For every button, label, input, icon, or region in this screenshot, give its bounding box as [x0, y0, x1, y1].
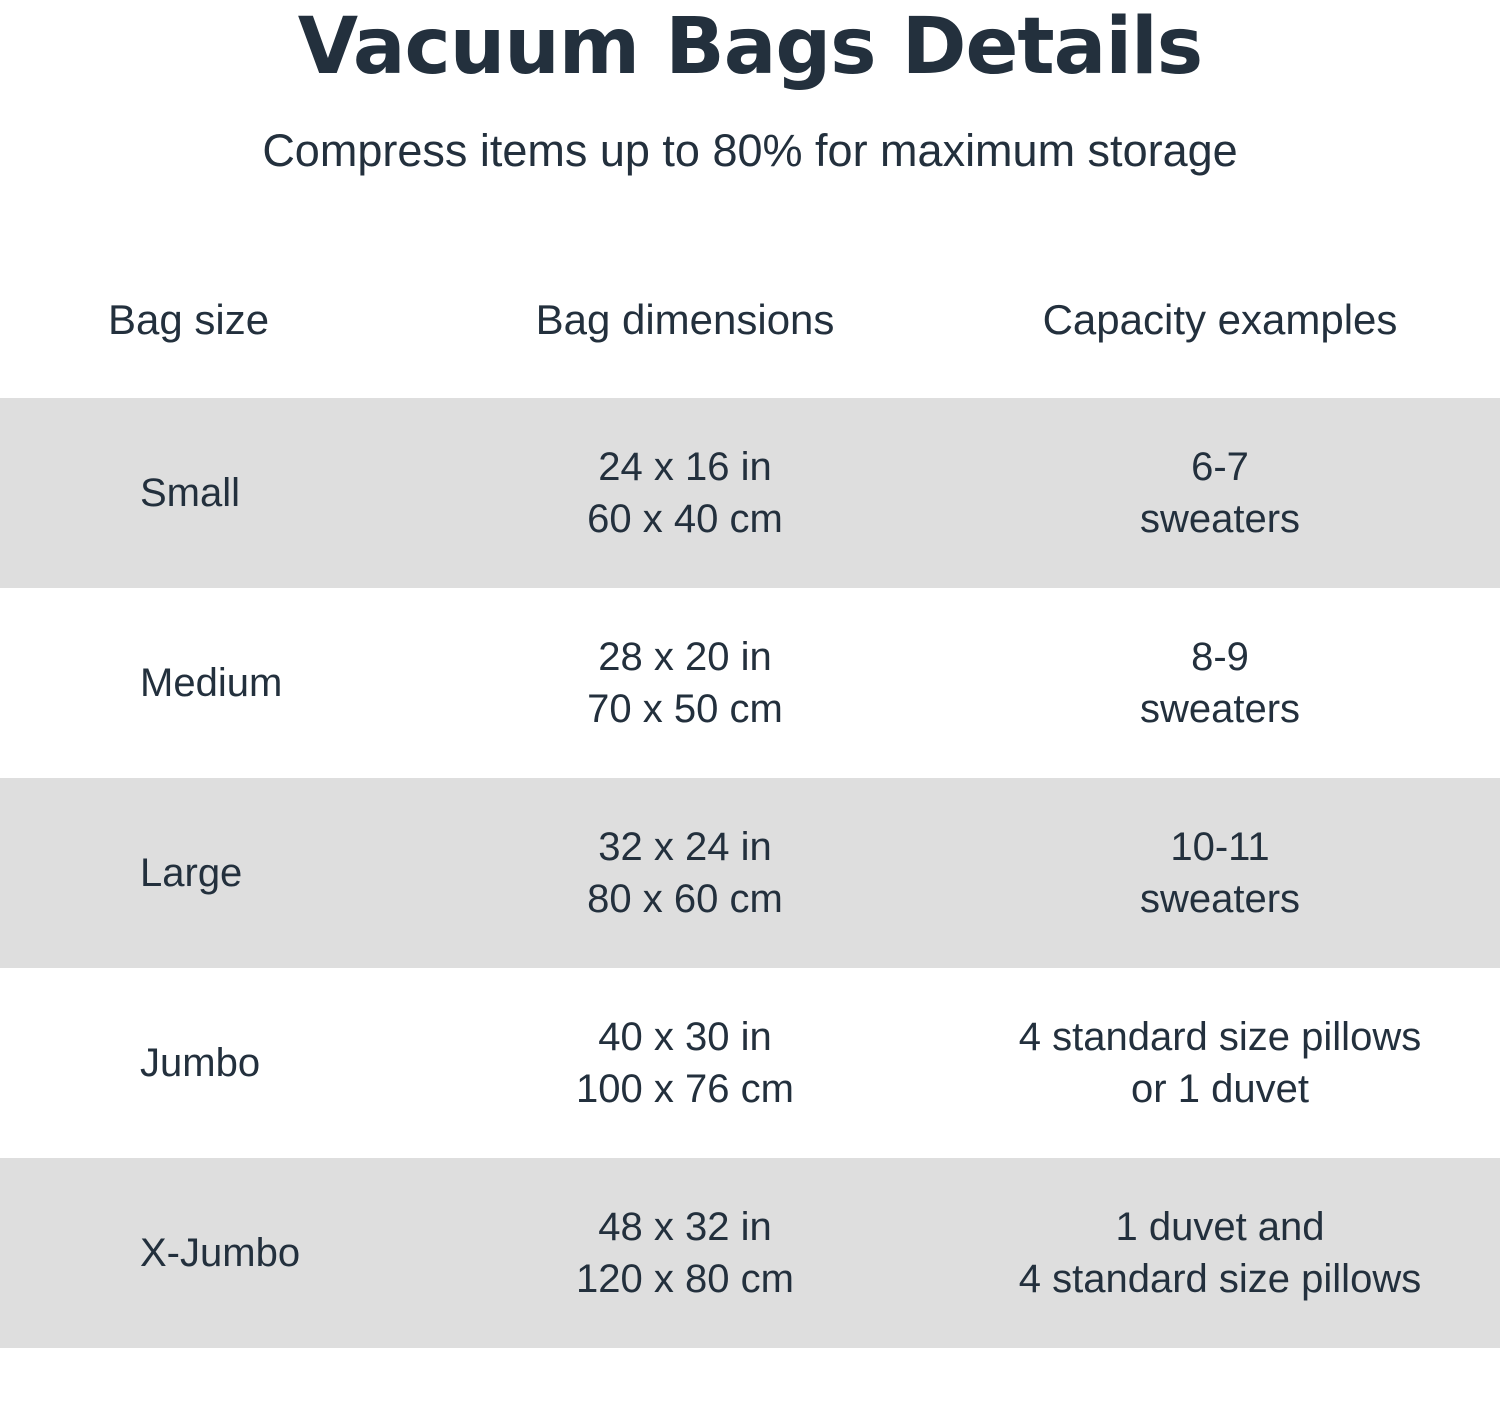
capacity-line-1: 4 standard size pillows: [1018, 1014, 1422, 1059]
cell-bag-size: Medium: [0, 588, 430, 778]
table-row: [0, 398, 1500, 588]
column-header-bag-size: Bag size: [108, 295, 270, 343]
dimension-centimeters: 100 x 76 cm: [576, 1066, 794, 1111]
dimension-centimeters: 80 x 60 cm: [587, 876, 783, 921]
capacity-line-2: sweaters: [1139, 496, 1301, 541]
column-header-capacity-examples: Capacity examples: [1042, 295, 1398, 343]
table-row: [0, 778, 1500, 968]
capacity-line-1: 8-9: [1191, 634, 1249, 679]
capacity-line-1: 1 duvet and: [1115, 1204, 1325, 1249]
table-header: [0, 296, 1500, 398]
table-body: [0, 398, 1500, 1348]
cell-capacity: [940, 968, 1500, 1158]
cell-capacity: [940, 778, 1500, 968]
page-title: Vacuum Bags Details: [297, 2, 1203, 92]
cell-bag-dimensions: [430, 588, 940, 778]
capacity-line-1: 6-7: [1191, 444, 1249, 489]
page-subtitle: Compress items up to 80% for maximum storage: [262, 125, 1238, 176]
cell-capacity: [940, 398, 1500, 588]
column-header-bag-dimensions: Bag dimensions: [535, 295, 835, 343]
capacity-line-1: 10-11: [1170, 824, 1270, 869]
cell-bag-dimensions: [430, 398, 940, 588]
cell-capacity: [940, 1158, 1500, 1348]
dimension-inches: 32 x 24 in: [598, 824, 772, 869]
table-header-row: [0, 296, 1500, 398]
specs-table: [0, 296, 1500, 1348]
capacity-line-2: 4 standard size pillows: [1018, 1256, 1422, 1301]
dimension-centimeters: 120 x 80 cm: [576, 1256, 794, 1301]
dimension-inches: 40 x 30 in: [598, 1014, 772, 1059]
cell-bag-dimensions: [430, 1158, 940, 1348]
cell-bag-dimensions: [430, 968, 940, 1158]
capacity-line-2: or 1 duvet: [1131, 1066, 1309, 1111]
cell-capacity: [940, 588, 1500, 778]
cell-bag-size: Jumbo: [0, 968, 430, 1158]
cell-bag-size: Small: [0, 398, 430, 588]
cell-bag-size: X-Jumbo: [0, 1158, 430, 1348]
dimension-centimeters: 70 x 50 cm: [587, 686, 783, 731]
dimension-inches: 24 x 16 in: [598, 444, 772, 489]
cell-bag-size: Large: [0, 778, 430, 968]
capacity-line-2: sweaters: [1139, 876, 1301, 921]
table-row: [0, 968, 1500, 1158]
capacity-line-2: sweaters: [1139, 686, 1301, 731]
dimension-centimeters: 60 x 40 cm: [587, 496, 783, 541]
table-row: [0, 588, 1500, 778]
table-row: [0, 1158, 1500, 1348]
dimension-inches: 48 x 32 in: [598, 1204, 772, 1249]
cell-bag-dimensions: [430, 778, 940, 968]
dimension-inches: 28 x 20 in: [598, 634, 772, 679]
